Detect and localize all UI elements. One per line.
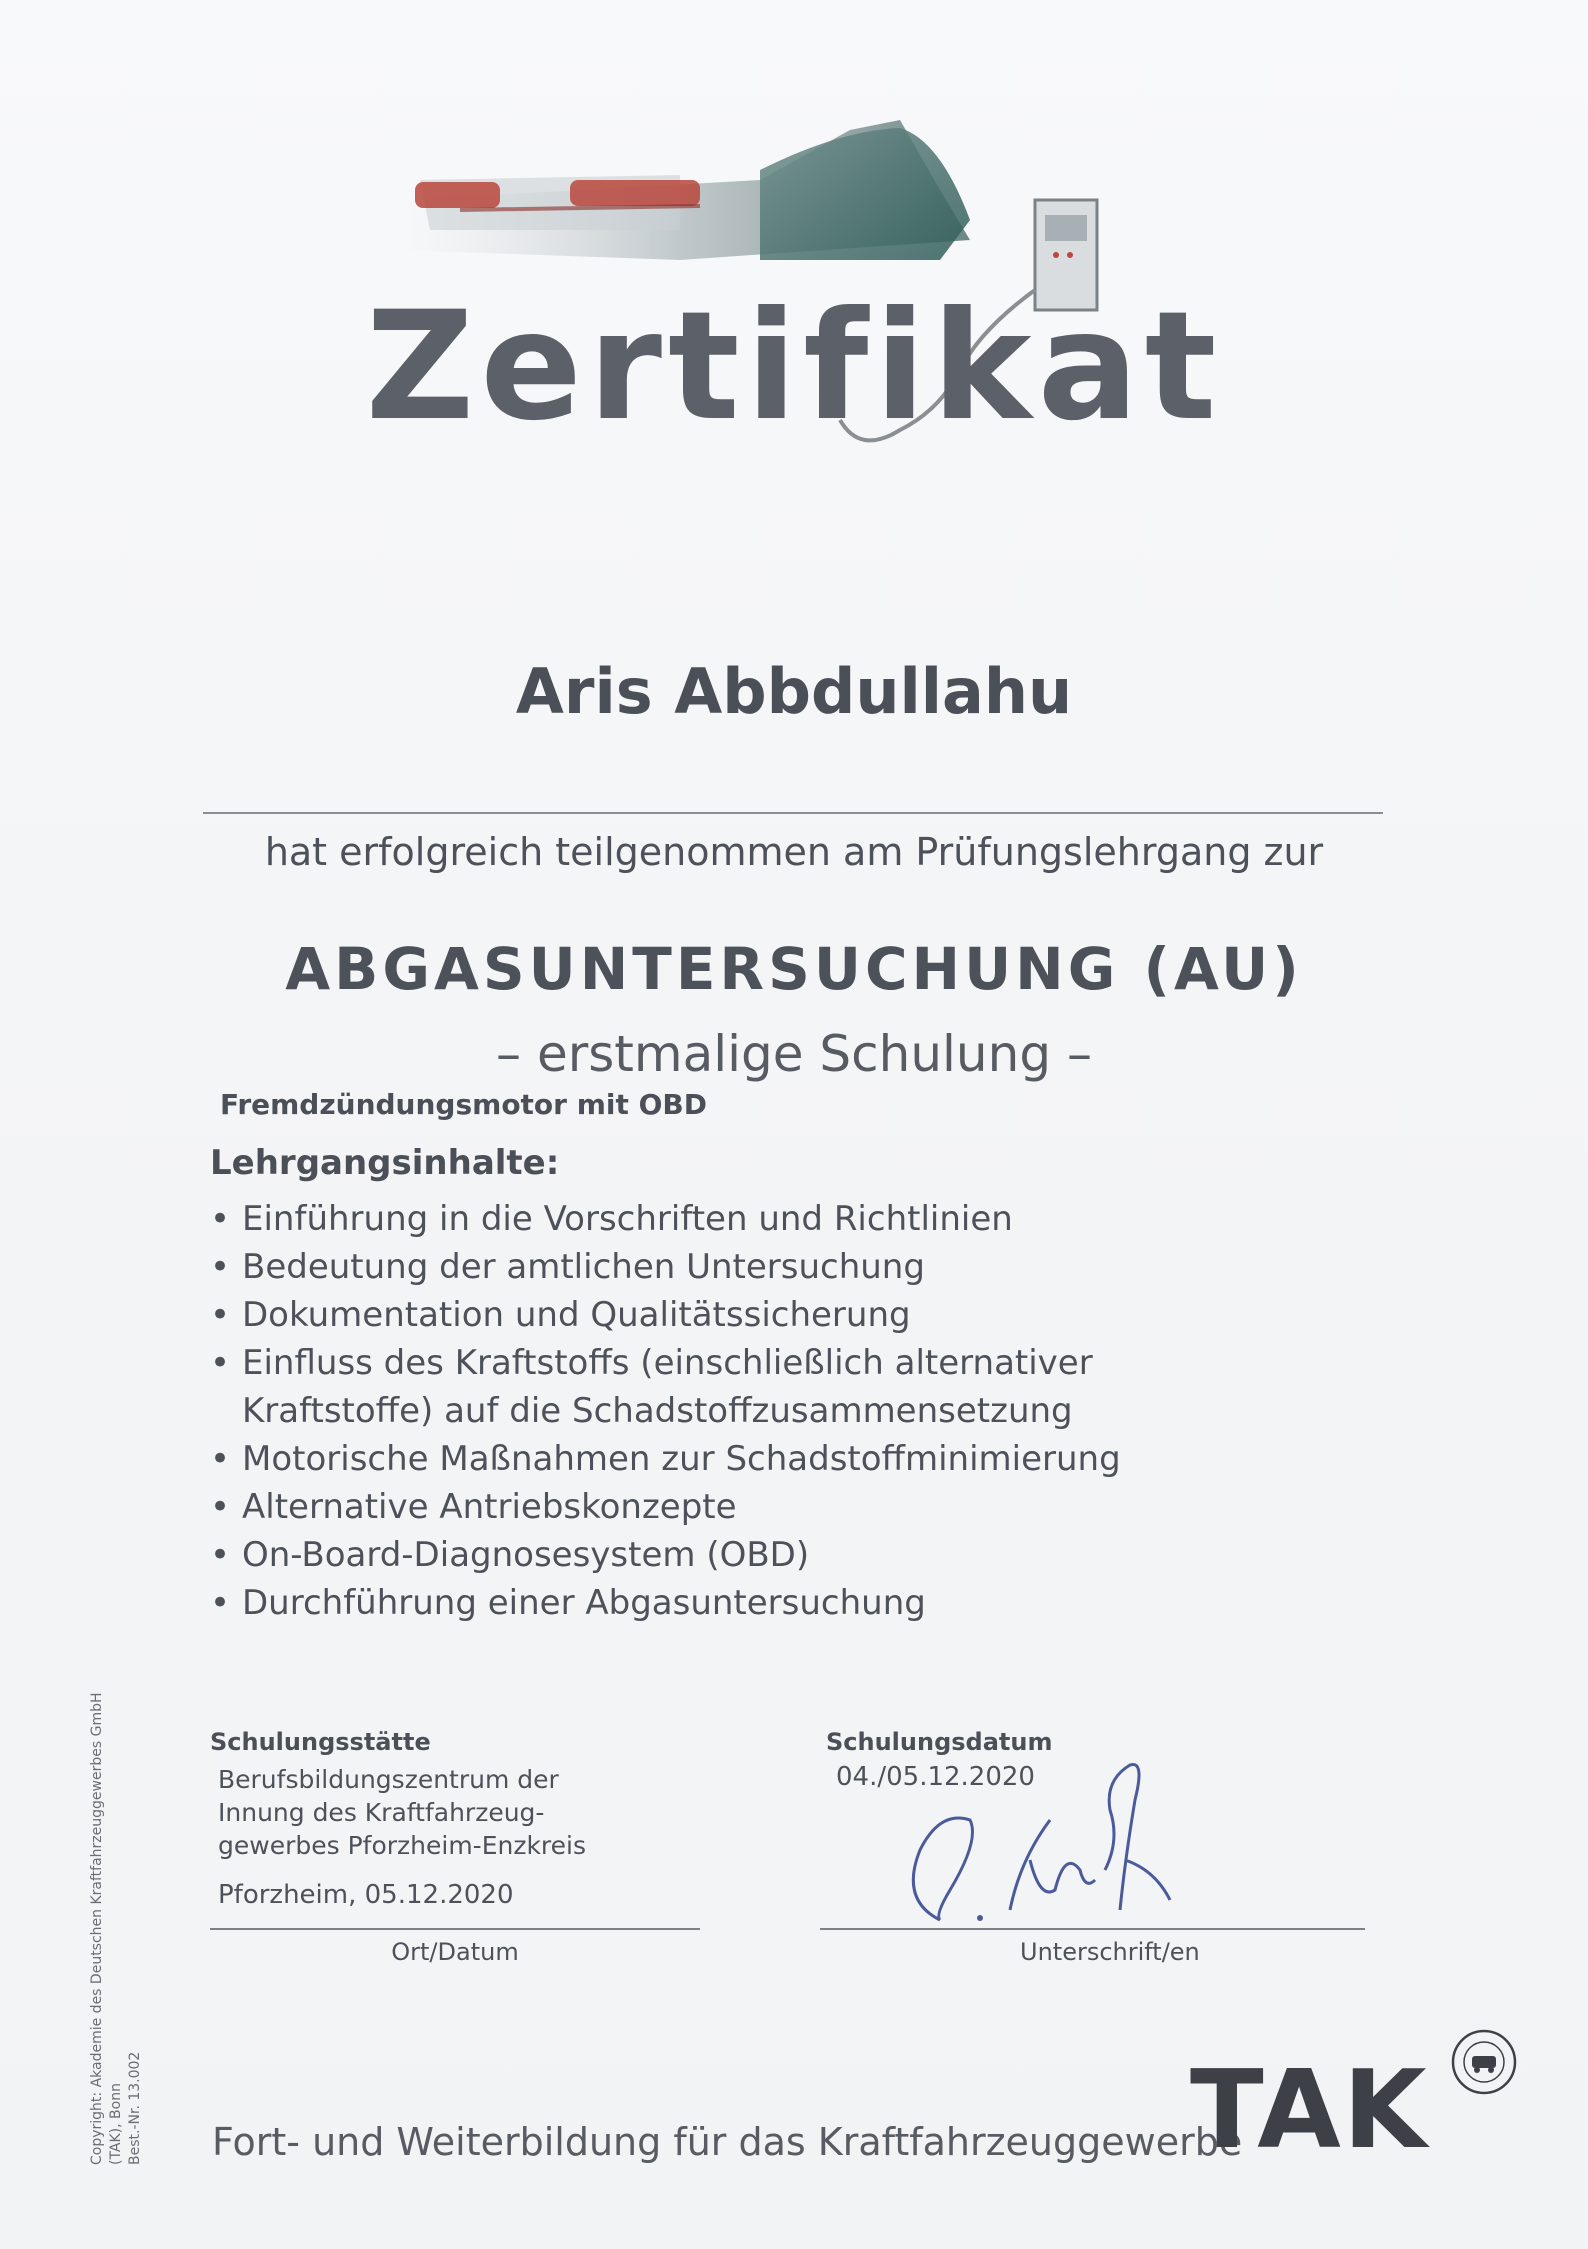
list-item: • Bedeutung der amtlichen Untersuchung	[210, 1243, 1342, 1291]
certificate-title: Zertifikat	[365, 280, 1223, 454]
order-number: Best.-Nr. 13.002	[127, 2051, 143, 2165]
training-date-value: 04./05.12.2020	[836, 1762, 1035, 1792]
list-item: • Motorische Maßnahmen zur Schadstoffminimierung	[210, 1435, 1342, 1483]
place-date-line	[210, 1928, 700, 1930]
tak-logo: TAK	[1190, 2048, 1429, 2173]
list-item: • On-Board-Diagnosesystem (OBD)	[210, 1531, 1342, 1579]
place-date-caption: Ort/Datum	[391, 1938, 519, 1966]
participant-name: Aris Abbdullahu	[515, 655, 1073, 728]
handwritten-signature	[880, 1750, 1210, 1940]
place-date: Pforzheim, 05.12.2020	[218, 1880, 514, 1910]
engine-type: Fremdzündungsmotor mit OBD	[220, 1088, 708, 1121]
guild-seal-icon	[1450, 2028, 1518, 2096]
list-item: • Einführung in die Vorschriften und Richtlinien	[210, 1195, 1342, 1243]
training-date-label: Schulungsdatum	[826, 1728, 1053, 1756]
address-line: Innung des Kraftfahrzeug-	[218, 1798, 545, 1827]
contents-heading: Lehrgangsinhalte:	[210, 1143, 560, 1183]
name-underline	[203, 812, 1383, 814]
list-item: • Dokumentation und Qualitätssicherung	[210, 1291, 1342, 1339]
list-item: • Alternative Antriebskonzepte	[210, 1483, 1342, 1531]
copyright-line: Copyright: Akademie des Deutschen Kraftfahrzeuggewerbes GmbH (TAK), Bonn	[89, 1692, 124, 2165]
signature-caption: Unterschrift/en	[1020, 1938, 1200, 1966]
address-line: gewerbes Pforzheim-Enzkreis	[218, 1831, 587, 1860]
address-line: Berufsbildungszentrum der	[218, 1765, 559, 1794]
training-site-address	[218, 1763, 638, 1862]
contents-list	[210, 1195, 1342, 1627]
copyright-note	[88, 1665, 145, 2165]
list-item: • Einfluss des Kraftstoffs (einschließlich alternativer Kraftstoffe) auf die Schadstoffzusammensetzung	[210, 1339, 1232, 1435]
signature-line	[820, 1928, 1365, 1930]
intro-text: hat erfolgreich teilgenommen am Prüfungslehrgang zur	[264, 830, 1324, 874]
course-subtitle: – erstmalige Schulung –	[496, 1025, 1092, 1083]
list-item: • Durchführung einer Abgasuntersuchung	[210, 1579, 1342, 1627]
course-title: ABGASUNTERSUCHUNG (AU)	[285, 935, 1303, 1003]
footer-tagline: Fort- und Weiterbildung für das Kraftfahrzeuggewerbe	[212, 2120, 1243, 2164]
training-site-label: Schulungsstätte	[210, 1728, 431, 1756]
